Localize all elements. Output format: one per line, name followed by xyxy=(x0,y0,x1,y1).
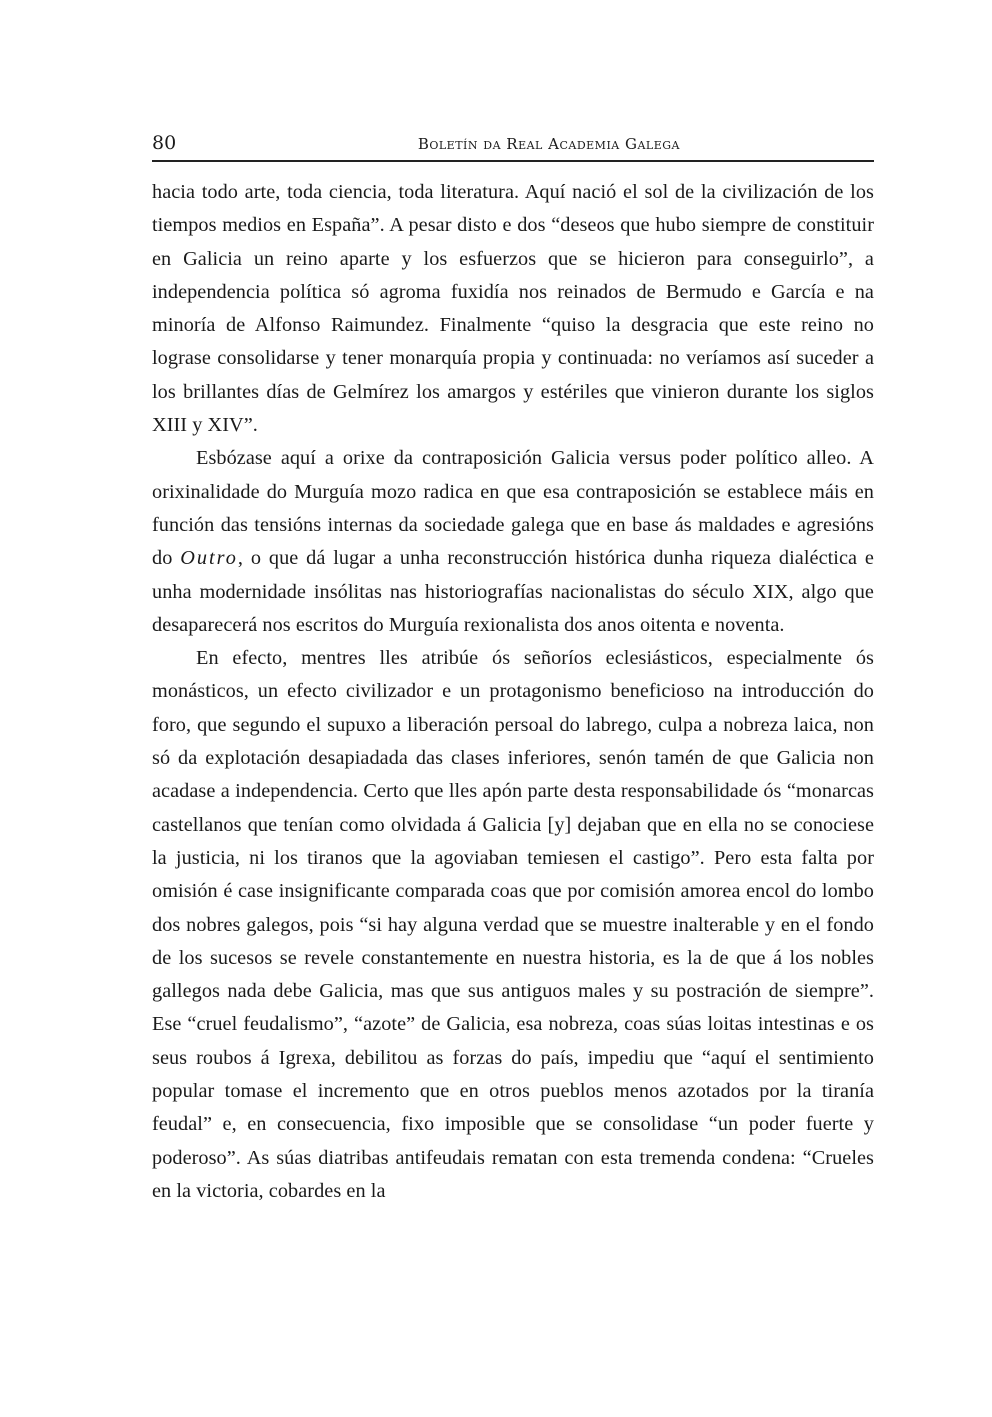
page-header xyxy=(152,130,874,162)
paragraph-2-before: Esbózase aquí a orixe da contraposición Galicia versus poder político alleo. A orixinalidade do Murguía mozo radica en que esa contraposición se establece máis en función das tensións internas da sociedade galega que en base ás maldades e agresións do xyxy=(152,447,874,570)
body-text xyxy=(152,176,874,1208)
page-number: 80 xyxy=(152,132,177,154)
paragraph-2-after: , o que dá lugar a unha reconstrucción histórica dunha riqueza dialéctica e unha modernidade insólitas nas historiografías nacionalistas do século XIX, algo que desaparecerá nos escritos do Murguía rexionalista dos anos oitenta e noventa. xyxy=(152,547,874,636)
paragraph-3: En efecto, mentres lles atribúe ós señoríos eclesiásticos, especialmente ós monásticos, un efecto civilizador e un protagonismo beneficioso na introducción do foro, que segundo el supuxo a liberación persoal do labrego, culpa a nobreza laica, non só da explotación desapiadada das clases inferiores, senón tamén de que Galicia non acadase a independencia. Certo que lles apón parte desta responsabilidade ós “monarcas castellanos que tenían como olvidada á Galicia [y] dejaban que en ella no se conociese la justicia, ni los tiranos que la agoviaban temiesen el castigo”. Pero esta falta por omisión é case insignificante comparada coas que por comisión amorea encol do lombo dos nobres galegos, pois “si hay alguna verdad que se muestre inalterable y en el fondo de los sucesos se revele constantemente en nuestra historia, es la de que á los nobles gallegos nada debe Galicia, mas que sus antiguos males y su postración de siempre”. Ese “cruel feudalismo”, “azote” de Galicia, esa nobreza, coas súas loitas intestinas e os seus roubos á Igrexa, debilitou as forzas do país, impediu que “aquí el sentimiento popular tomase el incremento que en otros pueblos menos azotados por la tiranía feudal” e, en consecuencia, fixo imposible que se consolidase “un poder fuerte y poderoso”. As súas diatribas antifeudais rematan con esta tremenda condena: “Crueles en la victoria, cobardes en la xyxy=(152,647,874,1202)
paragraph-1: hacia todo arte, toda ciencia, toda literatura. Aquí nació el sol de la civilización de los tiempos medios en España”. A pesar disto e dos “deseos que hubo siempre de constituir en Galicia un reino aparte y los esfuerzos que se hicieron para conseguirlo”, a independencia política só agroma fuxidía nos reinados de Bermudo e García e na minoría de Alfonso Raimundez. Finalmente “quiso la desgracia que este reino no lograse consolidarse y tener monarquía propia y continuada: no veríamos así suceder a los brillantes días de Gelmírez los amargos y estériles que vinieron durante los siglos XIII y XIV”. xyxy=(152,181,874,437)
running-title: Boletín da Real Academia Galega xyxy=(417,135,680,153)
document-page xyxy=(152,130,874,1208)
emphasis-outro: Outro xyxy=(180,547,238,570)
paragraph-2 xyxy=(152,442,874,642)
